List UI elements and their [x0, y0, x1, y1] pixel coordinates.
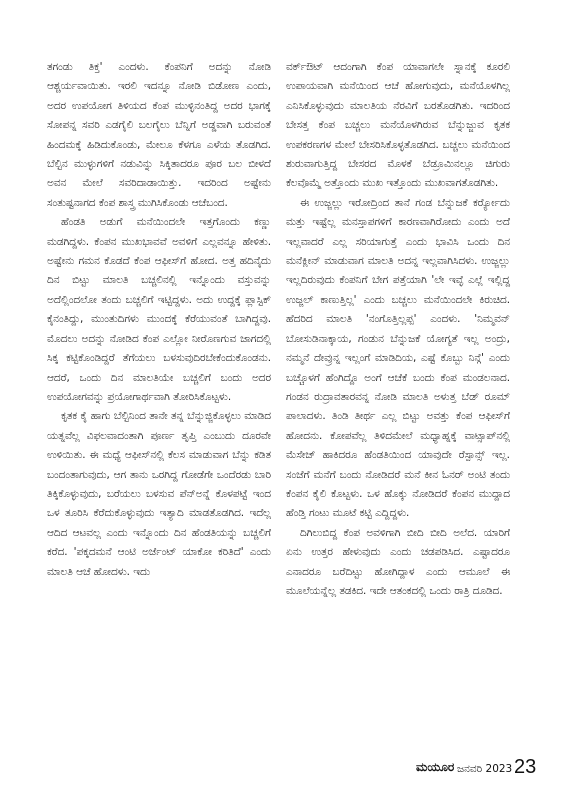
issue-date: ಜನವರಿ 2023: [457, 763, 513, 775]
paragraph: ಹೆಂಡತಿ ಅಡುಗೆ ಮನೆಯಿಂದಲೇ ಇತ್ತಗೊಂದು ಕಣ್ಣು ಮಡಗಿದ್ದಳು. ಕೆಂಪನ ಮುಖಭಾವವೆ ಅವಳಿಗೆ ಎಲ್ಲವನ್ನೂ ಹೇಳಿತು. ಅಷ್ಟೇನು ಗಮನ ಕೊಡದೆ ಕೆಂಪ ಆಫೀಸ್‌ಗೆ ಹೋದ. ಅತ್ತ ಹದಿನೈದು ದಿನ ಬಿಟ್ಟು ಮಾಲತಿ ಬಚ್ಚಲಿನಲ್ಲಿ ಇನ್ನೊಂದು ವಸ್ತುವನ್ನು ಅದೆಲ್ಲಿಂದಲೋ ತಂದು ಬಚ್ಚಲಿಗೆ ಇಟ್ಟಿದ್ದಳು. ಅದು ಉದ್ದಕ್ಕೆ ಪ್ಲಾಸ್ಟಿಕ್ ಕೈನಂತಿದ್ದು, ಮುಂತುದಿಗಳು ಮುಂದಕ್ಕೆ ಕೆರೆಯುವಂತೆ ಬಾಗಿದ್ದವು. ಮೊದಲು ಅದನ್ನು ನೋಡಿದ ಕೆಂಪ ಎಲ್ಲೋ ನೀರೊಣಗುವ ಜಾಗದಲ್ಲಿ ಸಿಕ್ಕ ಕಟ್ಟಿಕೊಂಡಿದ್ದರೆ ತೆಗೆಯಲು ಬಳಸುವುದಿರಬೇಕೆಂದುಕೊಂಡನು. ಆದರೆ, ಒಂದು ದಿನ ಮಾಲತಿಯೇ ಬಚ್ಚಲಿಗೆ ಬಂದು ಅದರ ಉಪಯೋಗವನ್ನು ಪ್ರಯೋಗಾರ್ಥವಾಗಿ ತೋರಿಸಿಕೊಟ್ಟಳು.: [47, 216, 271, 403]
paragraph: ಈ ಉಜ್ಜಲ್ಲು ಇರೋದ್ರಿಂದ ತಾನೆ ಗಂಡ ಬೆನ್ನುಜಕೆ ಕರ್ರ್ಯೋದು ಮತ್ತು ಇಷ್ಟೆಲ್ಲ ಮನಸ್ತಾಪಗಳಿಗೆ ಕಾರಣವಾಗಿರೋದು ಎಂದು ಅದೆ ಇಲ್ಲವಾದರೆ ಎಲ್ಲ ಸರಿಯಾಗುತ್ತೆ ಎಂದು ಭಾವಿಸಿ ಒಂದು ದಿನ ಮನೆಕ್ಲೀನ್ ಮಾಡುವಾಗ ಮಾಲತಿ ಅದನ್ನ ಇಲ್ಲವಾಗಿಸಿದಳು. ಉಜ್ಜಲ್ಲು ಇಲ್ಲದಿರುವುದು ಕೆಂಪನಿಗೆ ಬೇಗ ಪತ್ತೆಯಾಗಿ 'ಲೇ ಇವ್ಳೆ ಎಲ್ಲೆ ಇಲ್ಲಿದ್ದ ಉಜ್ಜಲ್ ಕಾಣುತ್ತಿಲ್ಲ' ಎಂದು ಬಚ್ಚಲು ಮನೆಯಿಂದಲೇ ಕಿರುಚಿದ. ಹೆದರಿದ ಮಾಲತಿ 'ನಂಗೊತ್ತಿಲ್ಲಪ್ಪ' ಎಂದಳು. 'ನಿಮ್ಮವನ್ ಬೋಸುಡಿನಾಕ್ಕಾಯ, ಗಂಡುನ ಬೆನ್ನುಜಕೆ ಯೋಗ್ಯತೆ ಇಲ್ಲ ಅಂದ್ರು, ನಮ್ಮನೆ ದೇವ್ರುನ್ನ ಇಲ್ಲಂಗೆ ಮಾಡಿದಿಯ, ಎಷ್ಟೆ ಕೊಬ್ಬು ನಿನ್ಗೆ' ಎಂದು ಬಚ್ಚೊಳಗೆ ಹೆಂಗಿದ್ದೊ ಅಂಗೆ ಆಚೆಕೆ ಬಂದು ಕೆಂಪ ಮಂಡಲನಾದ. ಗಂಡನ ರುದ್ರಾವತಾರವನ್ನ ನೋಡಿ ಮಾಲತಿ ಅಳುತ್ತ ಬೆಡ್ ರೂಮ್ ಪಾಲಾದಳು. ತಿಂಡಿ ತೀರ್ಥ ಎಲ್ಲ ಬಿಟ್ಟು ಅವತ್ತು ಕೆಂಪ ಆಫೀಸ್‌ಗೆ ಹೋದನು. ಕೋಪವೆಲ್ಲ ತಿಳಿದಮೇಲೆ ಮಧ್ಯಾಹ್ನಕ್ಕೆ ವಾಟ್ಸಾಪ್‌ನಲ್ಲಿ ಮೆಸೇಜ್ ಹಾಕಿದರೂ ಹೆಂಡತಿಯಿಂದ ಯಾವುದೇ ರೆಸ್ಪಾನ್ಸ್ ಇಲ್ಲ. ಸಂಜೆಗೆ ಮನೆಗೆ ಬಂದು ನೋಡಿದರೆ ಮನೆ ಕೀನ ಓನರ್ ಅಂಟಿ ತಂದು ಕೆಂಪನ ಕೈಲಿ ಕೊಟ್ಟಳು. ಒಳ ಹೊಕ್ಕು ನೋಡಿದರೆ ಕೆಂಪನ ಮುದ್ದಾದ ಹೆಂಡ್ತಿ ಗಂಟು ಮೂಟೆ ಕಟ್ಟಿ ಎದ್ದಿದ್ದಳು.: [286, 196, 510, 520]
article-column-right: [286, 58, 510, 601]
page-number: 23: [514, 756, 537, 778]
paragraph: ವರ್ಕ್ಔಟ್ ಆದಂಗಾಗಿ ಕೆಂಪ ಯಾವಾಗಲೇ ಸ್ನಾನಕ್ಕೆ ಕೂರಲಿ ಉಪಾಯವಾಗಿ ಮನೆಯಿಂದ ಆಚೆ ಹೋಗುವುದು, ಮನೆಯೊಳಗಿಲ್ಲ ಎನಿಸಿಕೊಳ್ಳುವುದು ಮಾಲತಿಯ ನೆರವಿಗೆ ಬರತೊಡಗಿತು. ಇದರಿಂದ ಬೇಸತ್ತ ಕೆಂಪ ಬಚ್ಚಲು ಮನೆಯೊಳಗಿರುವ ಬೆನ್ನುಜ್ಜುವ ಕೃತಕ ಉಪಕರಣಗಳ ಮೇಲೆ ಬೇಸರಿಸಿಕೊಳ್ಳತೊಡಗಿದ. ಬಚ್ಚಲು ಮನೆಯಿಂದ ಶುರುವಾಗುತ್ತಿದ್ದ ಬೇಸರದ ಮೊಳಕೆ ಬೆಡ್ರೂಮಿನಲ್ಲೂ ಚಿಗುರು ಕೆಲವೊಮ್ಮೆ ಅತ್ತೊಂದು ಮುಖ ಇತ್ತೊಂದು ಮುಖವಾಗತೊಡಗಿತು.: [286, 61, 510, 190]
page-footer: [0, 758, 562, 782]
article-column-left: [47, 58, 271, 582]
paragraph: ದಿಗಿಲುಬಿದ್ದ ಕೆಂಪ ಅವಳಿಗಾಗಿ ಬೀದಿ ಬೀದಿ ಅಲೆದ. ಯಾರಿಗೆ ಏನು ಉತ್ತರ ಹೇಳುವುದು ಎಂದು ಚಡಪಡಿಸಿದ. ಎಷ್ಟಾದರೂ ಎನಾದರೂ ಬರೆದಿಟ್ಟು ಹೋಗಿದ್ದಾಳ ಎಂದು ಆಮೂಲೆ ಈ ಮೂಲೆಯನ್ನೆಲ್ಲ ತಡಕಿದ. ಇದೇ ಆತಂಕದಲ್ಲಿ ಒಂದು ರಾತ್ರಿ ದೂಡಿದ.: [286, 526, 510, 597]
magazine-name: ಮಯೂರ: [416, 760, 455, 774]
paragraph: ತಗಂಡು ತಿಕ್ತ' ಎಂದಳು. ಕೆಂಪನಿಗೆ ಅದನ್ನು ನೋಡಿ ಆಶ್ಚರ್ಯವಾಯಿತು. ಇರಲಿ ಇದನ್ನೂ ನೋಡಿ ಬಿಡೋಣ ಎಂದು, ಅದರ ಉಪಯೋಗ ತಿಳಿಯದ ಕೆಂಪ ಮುಳ್ಳಿನಂತಿದ್ದ ಅದರ ಭಾಗಕ್ಕೆ ಸೋಪನ್ನ ಸವರಿ ಎಡಗೈಲಿ ಬಲಗೈಲು ಬೆನ್ನಿಗೆ ಅಡ್ಡವಾಗಿ ಬರುವಂತೆ ಹಿಂದಮಕ್ಕೆ ಹಿಡಿದುಕೊಂಡು, ಮೇಲೂ ಕೆಳಗೂ ಎಳೆಯ ತೊಡಗಿದ. ಬೆಲ್ಟಿನ ಮುಳ್ಳುಗಳಿಗೆ ನಡುವಿನ್ನು ಸಿಕ್ಕಿತಾದರೂ ಪೂರ ಬಲ ಬೀಳದೆ ಅವನ ಮೇಲೆ ಸವರಿದಾಡಾಯಿತ್ತು. ಇದರಿಂದ ಅಷ್ಟೇನು ಸಂತುಷ್ಟನಾಗದ ಕೆಂಪ ಶಾಸ್ತ್ರ ಮುಗಿಸಿಕೊಂಡು ಆಚೆಬಂದ.: [47, 61, 271, 209]
paragraph: ಕೃತಕ ಕೈ ಹಾಗು ಬೆಲ್ಟಿನಿಂದ ತಾನೇ ತನ್ನ ಬೆನ್ನುಜ್ಜಿಕೊಳ್ಳಲು ಮಾಡಿದ ಯತ್ನವೆಲ್ಲ ವಿಫಲವಾದಂತಾಗಿ ಪೂರ್ಣ ತೃಪ್ತಿ ಎಂಬುದು ದೂರವೇ ಉಳಿಯಿತು. ಈ ಮಧ್ಯೆ ಆಫೀಸ್‌ನಲ್ಲಿ ಕೆಲಸ ಮಾಡುವಾಗ ಬೆನ್ನು ಕಡಿತ ಬಂದಂತಾಗುವುದು, ಆಗ ತಾನು ಒರಗಿದ್ದ ಗೋಡೆಗೇ ಒಂದೆರಡು ಬಾರಿ ತಿಕ್ಕಿಕೊಳ್ಳುವುದು, ಬರೆಯಲು ಬಳಸುವ ಪೆನ್‌ಅನ್ನೆ ಕೊಳಪಟ್ಟೆ ಇಂದ ಒಳ ತೂರಿಸಿ ಕೆರೆದುಕೊಳ್ಳುವುದು ಇತ್ಯಾದಿ ಮಾಡತೊಡಗಿದ. ಇದೆಲ್ಲ ಆದಿದ ಆಟವಲ್ಲ ಎಂದು ಇನ್ನೊಂದು ದಿನ ಹೆಂಡತಿಯನ್ನು ಬಚ್ಚಲಿಗೆ ಕರೆದ. 'ಪಕ್ಕದಮನೆ ಆಂಟಿ ಅರ್ಜೆಂಟ್ ಯಾಕೋ ಕರಿತಿದೆ' ಎಂದು ಮಾಲತಿ ಆಚೆ ಹೋದಳು. ಇದು: [47, 410, 271, 578]
